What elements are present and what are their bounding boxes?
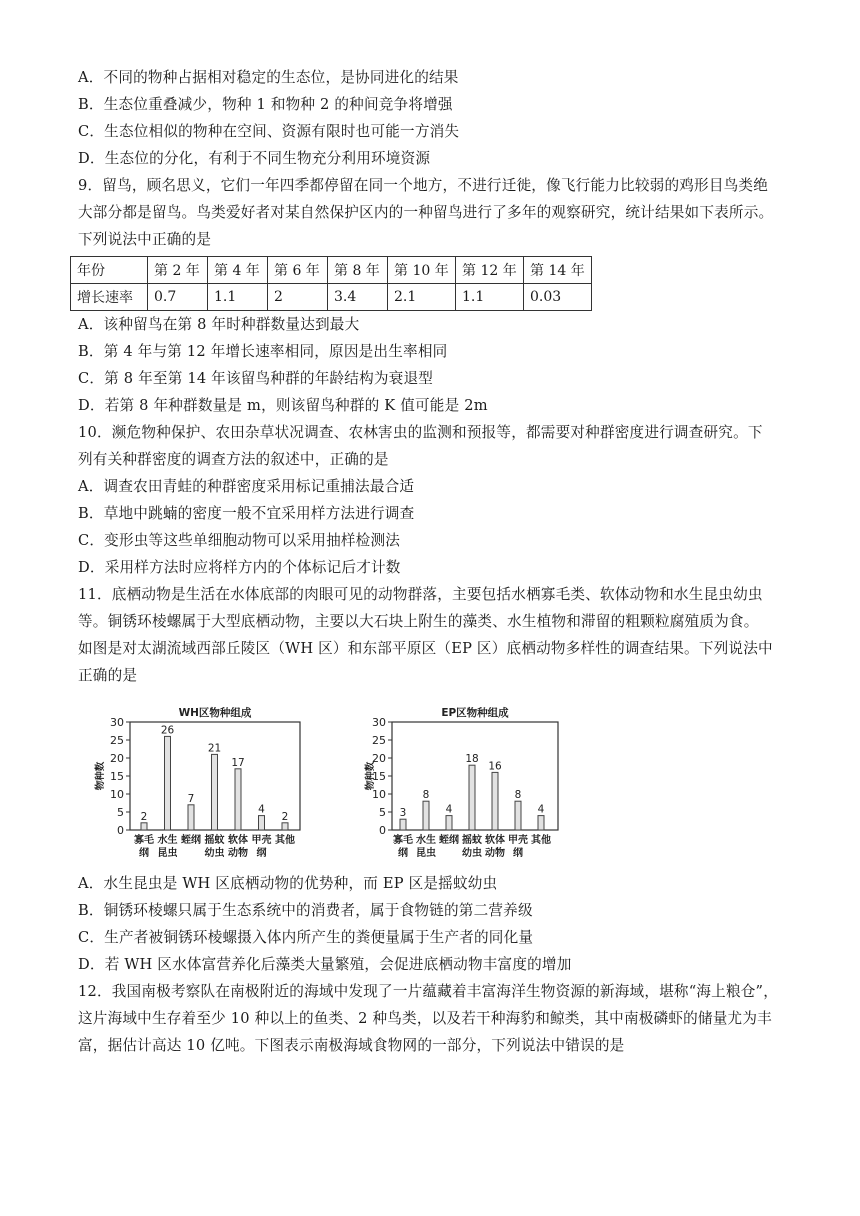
x-category-label: 幼虫 [204, 848, 225, 859]
chart-title: WH区物种组成 [178, 707, 252, 719]
bar-value-label: 4 [537, 803, 545, 816]
q9-option-b: B．第 4 年与第 12 年增长速率相同，原因是出生率相同 [78, 343, 448, 360]
y-tick-label: 20 [110, 752, 124, 765]
bar-value-label: 4 [258, 803, 265, 816]
bar [492, 772, 498, 830]
x-category-label: 其他 [531, 835, 551, 846]
bar-value-label: 8 [422, 789, 430, 802]
table-cell: 2 [268, 284, 328, 311]
bar [259, 816, 265, 830]
table-cell: 0.7 [148, 284, 208, 311]
x-category-label: 昆虫 [157, 848, 178, 859]
bar-value-label: 26 [160, 724, 175, 737]
y-tick-label: 10 [372, 788, 386, 801]
ep-species-chart [362, 700, 567, 862]
x-category-label: 幼虫 [462, 848, 482, 859]
y-axis-label: 物种数 [95, 761, 106, 791]
q9-stem-line: 下列说法中正确的是 [78, 231, 212, 248]
q11-option-a: A．水生昆虫是 WH 区底栖动物的优势种，而 EP 区是摇蚊幼虫 [78, 875, 498, 892]
bar [469, 765, 475, 830]
q11-stem-line: 11．底栖动物是生活在水体底部的肉眼可见的动物群落，主要包括水栖寡毛类、软体动物和水生昆虫幼虫 [78, 586, 763, 603]
bar [446, 816, 452, 830]
table-cell: 1.1 [456, 284, 524, 311]
y-tick-label: 20 [372, 752, 386, 765]
table-cell: 第 4 年 [208, 257, 268, 284]
table-cell: 1.1 [208, 284, 268, 311]
y-tick-label: 10 [110, 788, 124, 801]
table-cell: 年份 [71, 257, 148, 284]
y-tick-label: 30 [372, 716, 386, 729]
bar-value-label: 7 [187, 792, 195, 805]
q10-stem-line: 10．濒危物种保护、农田杂草状况调查、农林害虫的监测和预报等，都需要对种群密度进行调查研究。下 [78, 424, 763, 441]
q10-option-d: D．采用样方法时应将样方内的个体标记后才计数 [78, 559, 401, 576]
x-category-label: 其他 [275, 835, 295, 846]
table-cell: 第 12 年 [456, 257, 524, 284]
q9-option-d: D．若第 8 年种群数量是 m，则该留鸟种群的 K 值可能是 2m [78, 397, 488, 414]
bar-value-label: 4 [445, 803, 453, 816]
q12-stem-line: 富，据估计高达 10 亿吨。下图表示南极海域食物网的一部分，下列说法中错误的是 [78, 1037, 625, 1054]
x-category-label: 纲 [513, 848, 523, 859]
x-category-label: 纲 [256, 848, 267, 859]
bar [400, 819, 406, 830]
q10-option-a: A．调查农田青蛙的种群密度采用标记重捕法最合适 [78, 478, 415, 495]
x-category-label: 纲 [139, 848, 149, 859]
table-cell: 增长速率 [71, 284, 148, 311]
y-tick-label: 0 [379, 824, 386, 837]
q11-option-c: C．生产者被铜锈环棱螺摄入体内所产生的粪便量属于生产者的同化量 [78, 929, 534, 946]
bar-value-label: 8 [514, 789, 522, 802]
q8-option-d: D．生态位的分化，有利于不同生物充分利用环境资源 [78, 150, 431, 167]
y-tick-label: 5 [379, 806, 386, 819]
table-row-rate [71, 284, 592, 311]
x-category-label: 水生 [157, 835, 178, 846]
y-tick-label: 5 [117, 806, 124, 819]
x-category-label: 寡毛 [134, 835, 154, 846]
growth-rate-table [70, 256, 592, 311]
y-axis-label: 物种数 [365, 761, 376, 791]
q8-option-a: A．不同的物种占据相对稳定的生态位，是协同进化的结果 [78, 69, 459, 86]
q11-stem-line: 等。铜锈环棱螺属于大型底栖动物，主要以大石块上附生的藻类、水生植物和滞留的粗颗粒腐殖质为食。 [78, 613, 759, 630]
bar [538, 816, 544, 830]
bar [141, 823, 147, 830]
q11-option-b: B．铜锈环棱螺只属于生态系统中的消费者，属于食物链的第二营养级 [78, 902, 533, 919]
q11-stem-line: 如图是对太湖流域西部丘陵区（WH 区）和东部平原区（EP 区）底栖动物多样性的调查结果。下列说法中 [78, 640, 773, 657]
bar [282, 823, 288, 830]
y-tick-label: 0 [117, 824, 124, 837]
x-category-label: 摇蚊 [462, 835, 482, 846]
bar-value-label: 2 [281, 810, 289, 823]
x-category-label: 蛭纲 [439, 835, 459, 846]
x-category-label: 动物 [485, 848, 505, 859]
x-category-label: 软体 [485, 835, 505, 846]
q8-option-b: B．生态位重叠减少，物种 1 和物种 2 的种间竞争将增强 [78, 96, 453, 113]
x-category-label: 动物 [228, 848, 248, 859]
table-cell: 0.03 [524, 284, 592, 311]
table-cell: 第 8 年 [328, 257, 388, 284]
bar [423, 801, 429, 830]
bar [212, 754, 218, 830]
q10-option-c: C．变形虫等这些单细胞动物可以采用抽样检测法 [78, 532, 401, 549]
q9-option-a: A．该种留鸟在第 8 年时种群数量达到最大 [78, 316, 360, 333]
table-cell: 3.4 [328, 284, 388, 311]
q11-option-d: D．若 WH 区水体富营养化后藻类大量繁殖，会促进底栖动物丰富度的增加 [78, 956, 572, 973]
table-row-year [71, 257, 592, 284]
table-cell: 第 14 年 [524, 257, 592, 284]
y-tick-label: 25 [110, 734, 124, 747]
x-category-label: 蛭纲 [181, 835, 201, 846]
bar [165, 736, 171, 830]
q9-stem-line: 9．留鸟，顾名思义，它们一年四季都停留在同一个地方，不进行迁徙，像飞行能力比较弱的鸡形目鸟类绝 [78, 177, 769, 194]
q12-stem-line: 这片海域中生存着至少 10 种以上的鱼类、2 种鸟类，以及若干种海豹和鲸类，其中南极磷虾的储量尤为丰 [78, 1010, 772, 1027]
q9-option-c: C．第 8 年至第 14 年该留鸟种群的年龄结构为衰退型 [78, 370, 434, 387]
q10-option-b: B．草地中跳蝻的密度一般不宜采用样方法进行调查 [78, 505, 415, 522]
x-category-label: 软体 [228, 835, 248, 846]
bar-value-label: 18 [465, 753, 479, 766]
chart-title: EP区物种组成 [441, 707, 509, 719]
x-category-label: 纲 [398, 848, 408, 859]
y-tick-label: 30 [110, 716, 124, 729]
table-cell: 第 2 年 [148, 257, 208, 284]
q10-stem-line: 列有关种群密度的调查方法的叙述中，正确的是 [78, 451, 389, 468]
table-cell: 第 6 年 [268, 257, 328, 284]
bar-value-label: 2 [140, 810, 148, 823]
table-cell: 2.1 [388, 284, 456, 311]
x-category-label: 甲壳 [251, 835, 272, 846]
bar-value-label: 3 [399, 807, 407, 820]
x-category-label: 摇蚊 [204, 835, 225, 846]
wh-species-chart [92, 700, 307, 862]
bar-value-label: 21 [207, 742, 222, 755]
q11-stem-line: 正确的是 [78, 667, 138, 684]
bar [235, 769, 241, 830]
table-cell: 第 10 年 [388, 257, 456, 284]
x-category-label: 昆虫 [416, 848, 436, 859]
x-category-label: 水生 [416, 835, 436, 846]
x-category-label: 甲壳 [508, 835, 528, 846]
bar-value-label: 16 [488, 760, 502, 773]
y-tick-label: 15 [372, 770, 386, 783]
bar [188, 805, 194, 830]
q9-stem-line: 大部分都是留鸟。鸟类爱好者对某自然保护区内的一种留鸟进行了多年的观察研究，统计结果如下表所示。 [78, 204, 774, 221]
q12-stem-line: 12．我国南极考察队在南极附近的海域中发现了一片蕴藏着丰富海洋生物资源的新海域，堪称“海上粮仓”， [78, 983, 779, 1000]
bar-value-label: 17 [231, 756, 245, 769]
bar [515, 801, 521, 830]
q8-option-c: C．生态位相似的物种在空间、资源有限时也可能一方消失 [78, 123, 460, 140]
x-category-label: 寡毛 [393, 835, 413, 846]
y-tick-label: 15 [110, 770, 124, 783]
y-tick-label: 25 [372, 734, 386, 747]
